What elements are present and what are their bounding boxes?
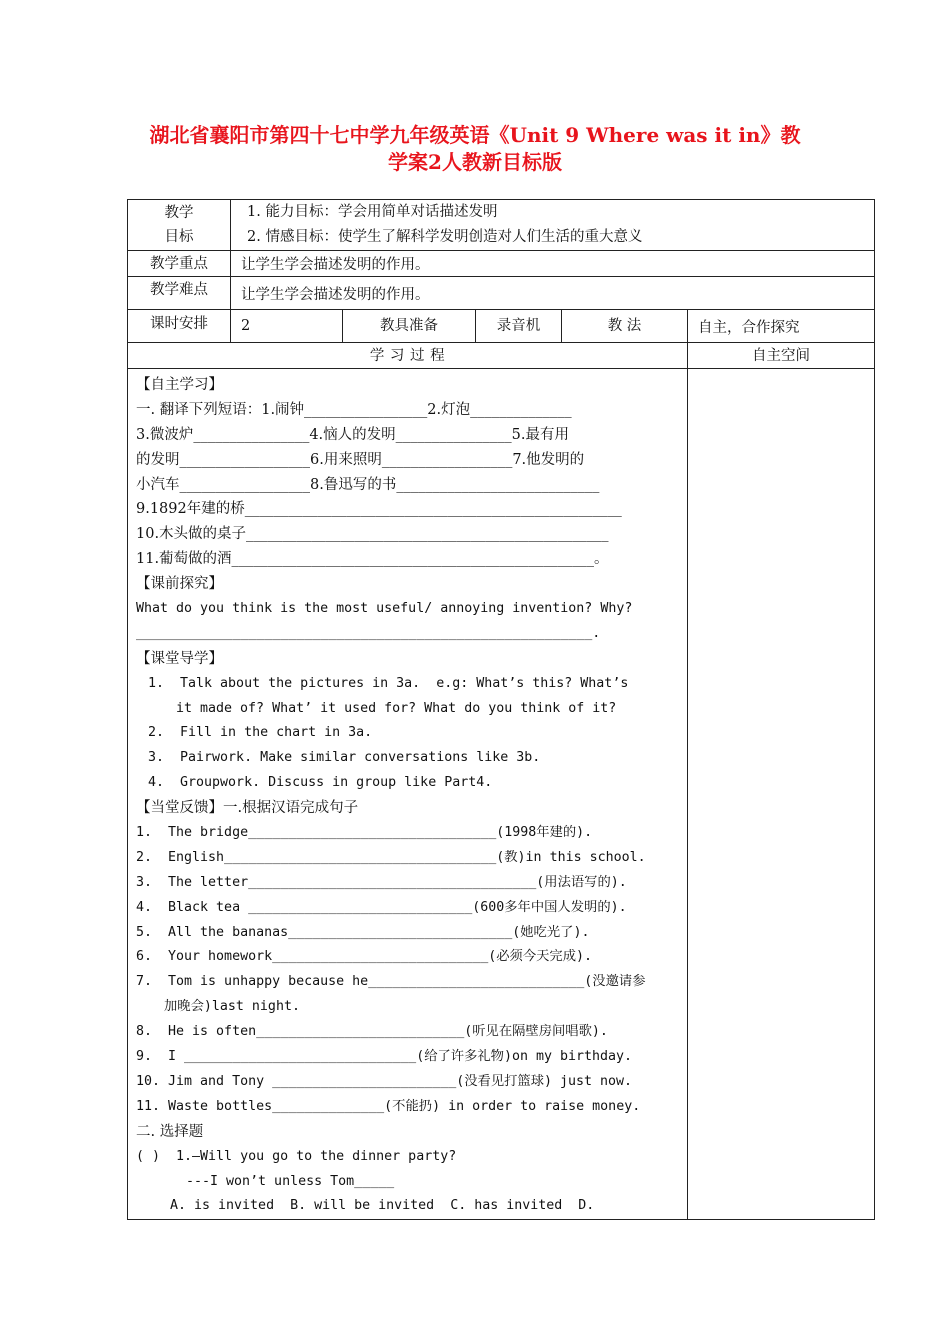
focus-row [128,251,875,277]
difficulty-row [128,277,875,310]
answer-blank: _________________________________________________________. [136,625,601,641]
feedback-item-9: 9. I _____________________________(给了许多礼物)on my birthday. [136,1049,633,1065]
process-row [128,369,875,1220]
translate-line-6: 10.木头做的桌子__________________________________________________ [136,526,609,543]
feedback-item-7: 7. Tom is unhappy because he___________________________(没邀请参 [136,974,646,990]
focus-label: 教学重点 [128,251,231,277]
feedback-item-2: 2. English__________________________________(教)in this school. [136,849,646,865]
goal-2: 2. 情感目标：使学生了解科学发明创造对人们生活的重大意义 [247,229,643,245]
section-feedback: 【当堂反馈】一.根据汉语完成句子 [136,800,359,817]
choice-question-1: ( ) 1.—Will you go to the dinner party? [136,1148,457,1164]
space-header: 自主空间 [688,343,875,369]
title-line-1: 湖北省襄阳市第四十七中学九年级英语《Unit 9 Where was it in》教 [149,123,801,147]
translate-line-1: 一. 翻译下列短语：1.闹钟_________________2.灯泡______________ [136,401,572,418]
section-class-guide: 【课堂导学】 [136,650,223,667]
goal-1: 1. 能力目标：学会用简单对话描述发明 [247,204,498,220]
feedback-item-7-cont: 加晚会)last night. [164,999,300,1015]
translate-line-2: 3.微波炉________________4.恼人的发明________________5.最有用 [136,426,570,443]
feedback-item-5: 5. All the bananas____________________________(她吃光了). [136,924,590,940]
self-space-cell [688,369,875,1220]
feedback-item-10: 10. Jim and Tony _______________________(没看见打篮球) just now. [136,1073,633,1089]
focus-text: 让学生学会描述发明的作用。 [231,251,875,277]
choice-question-1-reply: ---I won’t unless Tom_____ [186,1173,395,1189]
document-title [120,122,830,176]
difficulty-text: 让学生学会描述发明的作用。 [231,277,875,310]
hours-row [128,310,875,343]
translate-line-5: 9.1892年建的桥____________________________________________________ [136,501,622,518]
goals-cell [231,200,875,251]
guide-item-2: 2. Fill in the chart in 3a. [148,725,373,741]
feedback-item-1: 1. The bridge_______________________________(1998年建的). [136,825,593,841]
guide-item-4: 4. Groupwork. Discuss in group like Part4. [148,775,493,791]
goals-label-cell [128,200,231,251]
question-line: What do you think is the most useful/ annoying invention? Why? [136,601,633,617]
goals-row [128,200,875,251]
section-choice: 二. 选择题 [136,1123,204,1140]
method-value: 自主，合作探究 [688,310,875,343]
difficulty-label: 教学难点 [128,277,231,310]
feedback-item-6: 6. Your homework___________________________(必须今天完成). [136,949,593,965]
section-pre-class: 【课前探究】 [136,576,223,593]
guide-item-1-cont: it made of? What’ it used for? What do you think of it? [176,700,617,716]
guide-item-1: 1. Talk about the pictures in 3a. e.g: What’s this? What’s [148,675,629,691]
section-header-row [128,343,875,369]
translate-line-4: 小汽车__________________8.鲁迅写的书____________________________ [136,476,600,493]
lesson-plan-table [127,199,875,1220]
section-self-study: 【自主学习】 [136,377,223,393]
method-label: 教 法 [562,310,688,343]
process-cell [128,369,688,1220]
goals-label-1: 教学 [164,205,194,221]
translate-line-7: 11.葡萄做的酒__________________________________________________。 [136,551,609,568]
title-line-2: 学案2人教新目标版 [388,150,562,174]
feedback-item-3: 3. The letter____________________________________(用法语写的). [136,874,627,890]
feedback-item-4: 4. Black tea ____________________________(600多年中国人发明的). [136,899,627,915]
hours-label: 课时安排 [128,310,231,343]
guide-item-3: 3. Pairwork. Make similar conversations like 3b. [148,750,541,766]
process-header: 学 习 过 程 [128,343,688,369]
choice-question-1-options: A. is invited B. will be invited C. has invited D. [170,1198,595,1214]
tools-value: 录音机 [476,310,562,343]
feedback-item-11: 11. Waste bottles______________(不能扔) in order to raise money. [136,1098,641,1114]
goals-label-2: 目标 [164,229,194,245]
hours-value: 2 [231,310,343,343]
feedback-item-8: 8. He is often__________________________(听见在隔壁房间唱歌). [136,1024,608,1040]
tools-label: 教具准备 [343,310,476,343]
translate-line-3: 的发明__________________6.用来照明__________________7.他发明的 [136,451,585,468]
